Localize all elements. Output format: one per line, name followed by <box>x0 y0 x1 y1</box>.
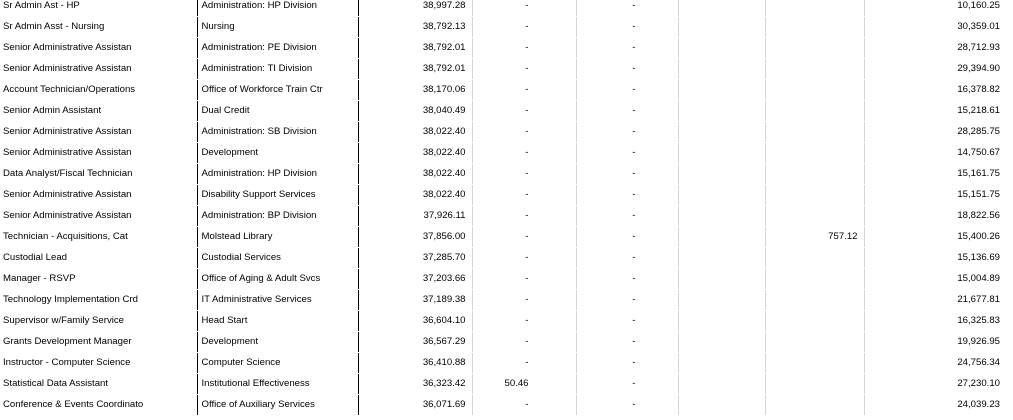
amount-cell[interactable]: 38,170.06 <box>358 80 472 101</box>
column-7-cell[interactable] <box>765 80 864 101</box>
column-5-cell[interactable]: - <box>576 290 678 311</box>
total-cell[interactable]: 16,325.83 <box>864 311 1006 332</box>
column-6-cell[interactable] <box>678 248 765 269</box>
amount-cell[interactable]: 37,203.66 <box>358 269 472 290</box>
column-4-cell[interactable]: - <box>472 101 576 122</box>
job-title-cell[interactable]: Senior Administrative Assistan <box>0 143 197 164</box>
amount-cell[interactable]: 36,567.29 <box>358 332 472 353</box>
table-row <box>0 227 1006 248</box>
department-cell[interactable]: Institutional Effectiveness <box>197 374 358 395</box>
total-cell[interactable]: 16,378.82 <box>864 80 1006 101</box>
column-7-cell[interactable] <box>765 101 864 122</box>
column-4-cell[interactable]: - <box>472 0 576 17</box>
column-7-cell[interactable] <box>765 269 864 290</box>
column-5-cell[interactable]: - <box>576 248 678 269</box>
column-4-cell[interactable]: - <box>472 248 576 269</box>
column-5-cell[interactable]: - <box>576 374 678 395</box>
column-6-cell[interactable] <box>678 395 765 416</box>
job-title-cell[interactable]: Grants Development Manager <box>0 332 197 353</box>
column-4-cell[interactable]: - <box>472 38 576 59</box>
column-6-cell[interactable] <box>678 353 765 374</box>
department-cell[interactable]: Development <box>197 143 358 164</box>
column-5-cell[interactable]: - <box>576 17 678 38</box>
department-cell[interactable]: Administration: HP Division <box>197 164 358 185</box>
column-6-cell[interactable] <box>678 122 765 143</box>
total-cell[interactable]: 14,750.67 <box>864 143 1006 164</box>
amount-cell[interactable]: 38,792.01 <box>358 38 472 59</box>
column-7-cell[interactable] <box>765 311 864 332</box>
total-cell[interactable]: 19,926.95 <box>864 332 1006 353</box>
column-5-cell[interactable]: - <box>576 59 678 80</box>
amount-cell[interactable]: 36,071.69 <box>358 395 472 416</box>
column-4-cell[interactable]: 50.46 <box>472 374 576 395</box>
total-cell[interactable]: 15,400.26 <box>864 227 1006 248</box>
column-6-cell[interactable] <box>678 311 765 332</box>
table-row <box>0 206 1006 227</box>
column-5-cell[interactable]: - <box>576 311 678 332</box>
department-cell[interactable]: Computer Science <box>197 353 358 374</box>
department-cell[interactable]: Dual Credit <box>197 101 358 122</box>
amount-cell[interactable]: 37,285.70 <box>358 248 472 269</box>
table-row <box>0 185 1006 206</box>
job-title-cell[interactable]: Senior Administrative Assistan <box>0 122 197 143</box>
department-cell[interactable]: Custodial Services <box>197 248 358 269</box>
table-row <box>0 143 1006 164</box>
column-7-cell[interactable] <box>765 395 864 416</box>
department-cell[interactable]: Administration: HP Division <box>197 0 358 17</box>
total-cell[interactable]: 30,359.01 <box>864 17 1006 38</box>
amount-cell[interactable]: 38,022.40 <box>358 143 472 164</box>
column-4-cell[interactable]: - <box>472 122 576 143</box>
department-cell[interactable]: Administration: BP Division <box>197 206 358 227</box>
column-7-cell[interactable] <box>765 332 864 353</box>
column-5-cell[interactable]: - <box>576 332 678 353</box>
department-cell[interactable]: Administration: SB Division <box>197 122 358 143</box>
job-title-cell[interactable]: Statistical Data Assistant <box>0 374 197 395</box>
column-7-cell[interactable] <box>765 17 864 38</box>
table-row <box>0 0 1006 17</box>
column-7-cell[interactable] <box>765 38 864 59</box>
table-row <box>0 248 1006 269</box>
job-title-cell[interactable]: Account Technician/Operations <box>0 80 197 101</box>
column-7-cell[interactable] <box>765 248 864 269</box>
column-5-cell[interactable]: - <box>576 227 678 248</box>
column-7-cell[interactable]: 757.12 <box>765 227 864 248</box>
column-7-cell[interactable] <box>765 59 864 80</box>
amount-cell[interactable]: 38,792.13 <box>358 17 472 38</box>
column-7-cell[interactable] <box>765 164 864 185</box>
job-title-cell[interactable]: Manager - RSVP <box>0 269 197 290</box>
column-5-cell[interactable]: - <box>576 0 678 17</box>
total-cell[interactable]: 15,151.75 <box>864 185 1006 206</box>
table-row <box>0 122 1006 143</box>
table-row <box>0 38 1006 59</box>
column-6-cell[interactable] <box>678 374 765 395</box>
amount-cell[interactable]: 36,604.10 <box>358 311 472 332</box>
column-4-cell[interactable]: - <box>472 311 576 332</box>
job-title-cell[interactable]: Technician - Acquisitions, Cat <box>0 227 197 248</box>
department-cell[interactable]: Disability Support Services <box>197 185 358 206</box>
column-5-cell[interactable]: - <box>576 353 678 374</box>
column-4-cell[interactable]: - <box>472 269 576 290</box>
column-6-cell[interactable] <box>678 332 765 353</box>
amount-cell[interactable]: 37,926.11 <box>358 206 472 227</box>
column-4-cell[interactable]: - <box>472 80 576 101</box>
column-4-cell[interactable]: - <box>472 227 576 248</box>
job-title-cell[interactable]: Instructor - Computer Science <box>0 353 197 374</box>
department-cell[interactable]: IT Administrative Services <box>197 290 358 311</box>
column-6-cell[interactable] <box>678 59 765 80</box>
amount-cell[interactable]: 36,410.88 <box>358 353 472 374</box>
column-4-cell[interactable]: - <box>472 17 576 38</box>
amount-cell[interactable]: 38,792.01 <box>358 59 472 80</box>
job-title-cell[interactable]: Senior Administrative Assistan <box>0 38 197 59</box>
column-4-cell[interactable]: - <box>472 185 576 206</box>
total-cell[interactable]: 15,161.75 <box>864 164 1006 185</box>
column-7-cell[interactable] <box>765 143 864 164</box>
total-cell[interactable]: 28,712.93 <box>864 38 1006 59</box>
column-5-cell[interactable]: - <box>576 143 678 164</box>
column-5-cell[interactable]: - <box>576 80 678 101</box>
column-5-cell[interactable]: - <box>576 269 678 290</box>
column-7-cell[interactable] <box>765 0 864 17</box>
table-row <box>0 374 1006 395</box>
column-5-cell[interactable]: - <box>576 122 678 143</box>
amount-cell[interactable]: 37,189.38 <box>358 290 472 311</box>
job-title-cell[interactable]: Senior Administrative Assistan <box>0 206 197 227</box>
table-row <box>0 101 1006 122</box>
table-row <box>0 311 1006 332</box>
department-cell[interactable]: Molstead Library <box>197 227 358 248</box>
table-row <box>0 164 1006 185</box>
total-cell[interactable]: 15,004.89 <box>864 269 1006 290</box>
column-7-cell[interactable] <box>765 290 864 311</box>
column-7-cell[interactable] <box>765 353 864 374</box>
total-cell[interactable]: 24,756.34 <box>864 353 1006 374</box>
table-row <box>0 395 1006 416</box>
column-6-cell[interactable] <box>678 269 765 290</box>
job-title-cell[interactable]: Technology Implementation Crd <box>0 290 197 311</box>
column-7-cell[interactable] <box>765 185 864 206</box>
total-cell[interactable]: 18,822.56 <box>864 206 1006 227</box>
column-4-cell[interactable]: - <box>472 59 576 80</box>
amount-cell[interactable]: 38,022.40 <box>358 122 472 143</box>
column-4-cell[interactable]: - <box>472 143 576 164</box>
total-cell[interactable]: 28,285.75 <box>864 122 1006 143</box>
department-cell[interactable]: Head Start <box>197 311 358 332</box>
job-title-cell[interactable]: Sr Admin Asst - Nursing <box>0 17 197 38</box>
total-cell[interactable]: 27,230.10 <box>864 374 1006 395</box>
total-cell[interactable]: 24,039.23 <box>864 395 1006 416</box>
department-cell[interactable]: Office of Auxiliary Services <box>197 395 358 416</box>
job-title-cell[interactable]: Custodial Lead <box>0 248 197 269</box>
table-row <box>0 269 1006 290</box>
column-5-cell[interactable]: - <box>576 38 678 59</box>
department-cell[interactable]: Administration: TI Division <box>197 59 358 80</box>
column-5-cell[interactable]: - <box>576 101 678 122</box>
column-6-cell[interactable] <box>678 185 765 206</box>
job-title-cell[interactable]: Sr Admin Ast - HP <box>0 0 197 17</box>
amount-cell[interactable]: 38,022.40 <box>358 185 472 206</box>
amount-cell[interactable]: 37,856.00 <box>358 227 472 248</box>
department-cell[interactable]: Office of Workforce Train Ctr <box>197 80 358 101</box>
job-title-cell[interactable]: Senior Administrative Assistan <box>0 59 197 80</box>
column-5-cell[interactable]: - <box>576 164 678 185</box>
column-4-cell[interactable]: - <box>472 332 576 353</box>
column-5-cell[interactable]: - <box>576 206 678 227</box>
column-4-cell[interactable]: - <box>472 395 576 416</box>
table-row <box>0 59 1006 80</box>
table-row <box>0 353 1006 374</box>
column-6-cell[interactable] <box>678 206 765 227</box>
job-title-cell[interactable]: Senior Admin Assistant <box>0 101 197 122</box>
total-cell[interactable]: 10,160.25 <box>864 0 1006 17</box>
job-title-cell[interactable]: Data Analyst/Fiscal Technician <box>0 164 197 185</box>
column-6-cell[interactable] <box>678 80 765 101</box>
amount-cell[interactable]: 38,040.49 <box>358 101 472 122</box>
total-cell[interactable]: 15,136.69 <box>864 248 1006 269</box>
job-title-cell[interactable]: Supervisor w/Family Service <box>0 311 197 332</box>
column-4-cell[interactable]: - <box>472 164 576 185</box>
column-4-cell[interactable]: - <box>472 290 576 311</box>
job-title-cell[interactable]: Conference & Events Coordinato <box>0 395 197 416</box>
department-cell[interactable]: Nursing <box>197 17 358 38</box>
table-row <box>0 17 1006 38</box>
column-6-cell[interactable] <box>678 290 765 311</box>
column-6-cell[interactable] <box>678 0 765 17</box>
column-7-cell[interactable] <box>765 374 864 395</box>
column-6-cell[interactable] <box>678 164 765 185</box>
department-cell[interactable]: Administration: PE Division <box>197 38 358 59</box>
column-5-cell[interactable]: - <box>576 395 678 416</box>
table-row <box>0 290 1006 311</box>
column-6-cell[interactable] <box>678 17 765 38</box>
amount-cell[interactable]: 38,997.28 <box>358 0 472 17</box>
total-cell[interactable]: 15,218.61 <box>864 101 1006 122</box>
table-row <box>0 332 1006 353</box>
amount-cell[interactable]: 38,022.40 <box>358 164 472 185</box>
total-cell[interactable]: 21,677.81 <box>864 290 1006 311</box>
column-6-cell[interactable] <box>678 101 765 122</box>
column-7-cell[interactable] <box>765 122 864 143</box>
column-5-cell[interactable]: - <box>576 185 678 206</box>
department-cell[interactable]: Office of Aging & Adult Svcs <box>197 269 358 290</box>
column-7-cell[interactable] <box>765 206 864 227</box>
department-cell[interactable]: Development <box>197 332 358 353</box>
job-title-cell[interactable]: Senior Administrative Assistan <box>0 185 197 206</box>
column-4-cell[interactable]: - <box>472 353 576 374</box>
column-4-cell[interactable]: - <box>472 206 576 227</box>
total-cell[interactable]: 29,394.90 <box>864 59 1006 80</box>
column-6-cell[interactable] <box>678 38 765 59</box>
amount-cell[interactable]: 36,323.42 <box>358 374 472 395</box>
column-6-cell[interactable] <box>678 143 765 164</box>
table-row <box>0 80 1006 101</box>
column-6-cell[interactable] <box>678 227 765 248</box>
